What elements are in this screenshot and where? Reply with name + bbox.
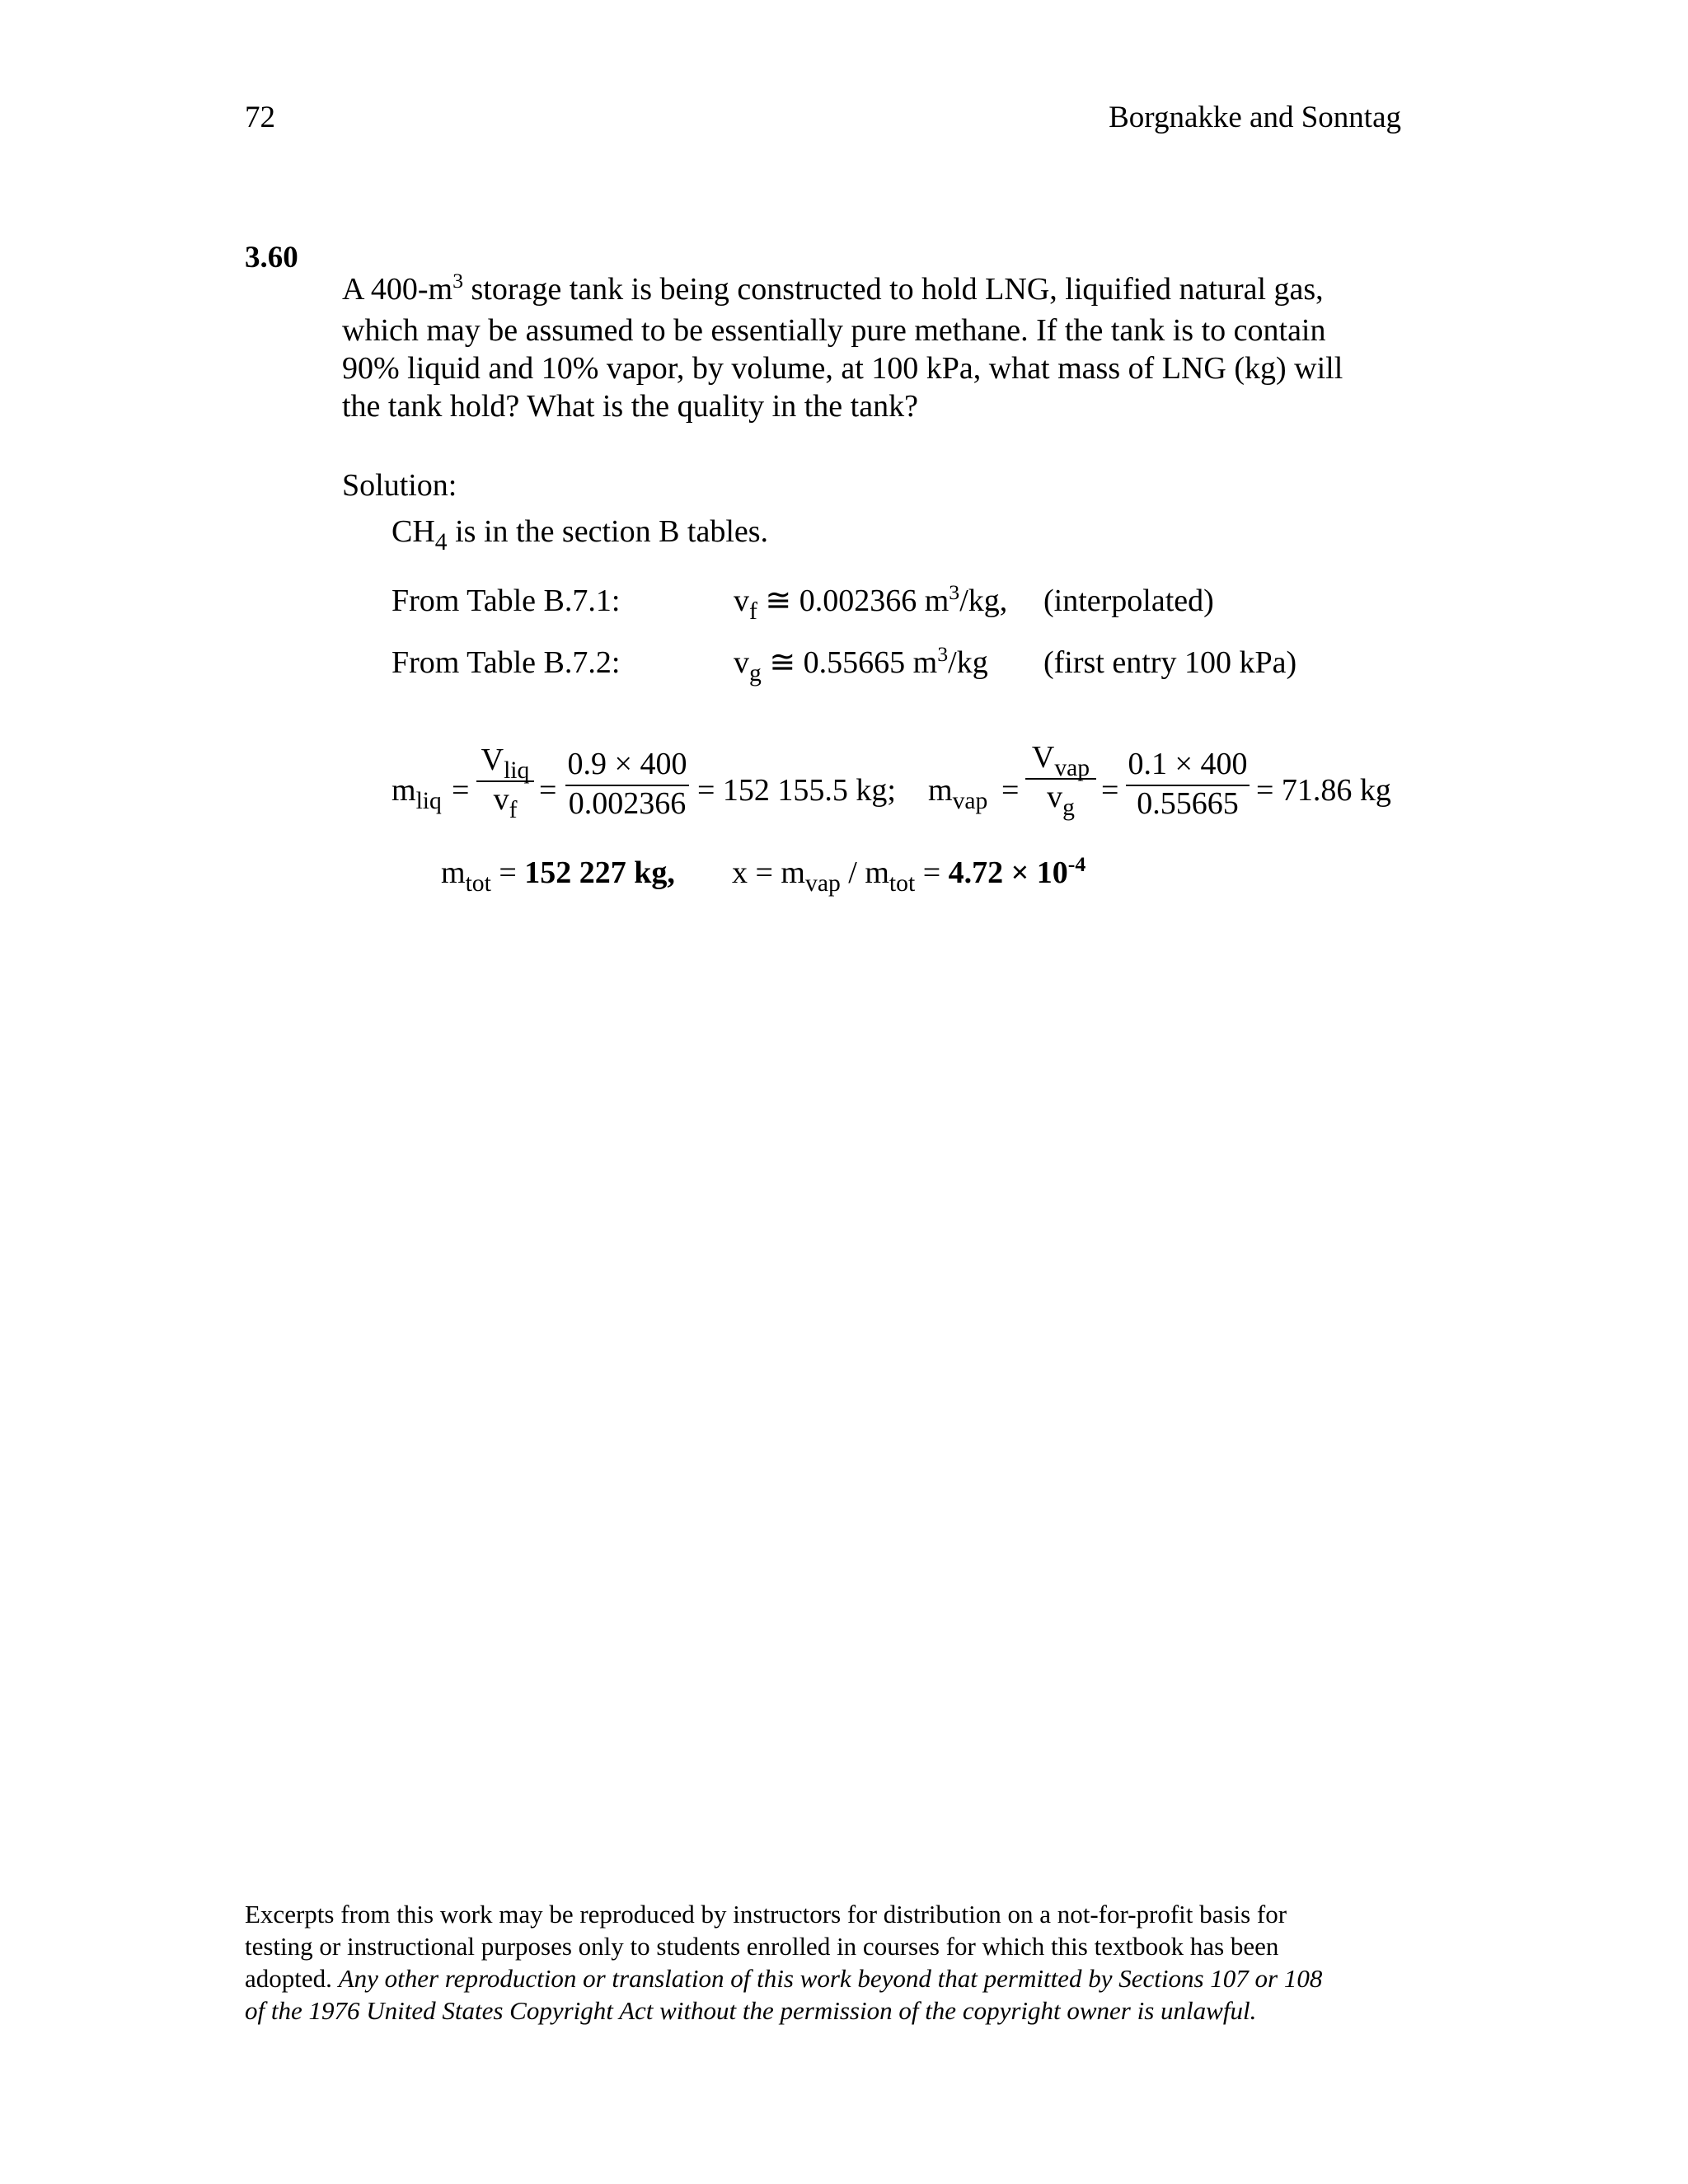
- vf-subscript: f: [749, 598, 757, 626]
- m-tot-equals: =: [490, 855, 525, 890]
- quality-exponent: -4: [1067, 851, 1086, 876]
- m-liq-subscript: liq: [415, 788, 442, 815]
- vap-numeric-numerator: 0.1 × 400: [1128, 747, 1248, 781]
- eq1-equals-2: =: [539, 773, 557, 808]
- footer-line-3-italic: Any other reproduction or translation of this work beyond that permitted by Sections 107 or 108: [338, 1964, 1323, 1993]
- ch4-rest: is in the section B tables.: [447, 514, 769, 549]
- vliq-v: V: [481, 743, 504, 777]
- ch4-subscript: 4: [434, 529, 448, 556]
- eq2-equals-1: =: [1001, 773, 1020, 808]
- liq-numeric-denominator: 0.002366: [565, 785, 689, 819]
- vap-numeric-denominator: 0.55665: [1126, 785, 1250, 819]
- m-liq-result: = 152 155.5 kg;: [697, 773, 896, 808]
- vf-denominator: [476, 780, 534, 824]
- vliq-numerator: [476, 743, 534, 785]
- problem-line-3: 90% liquid and 10% vapor, by volume, at 100 kPa, what mass of LNG (kg) will: [342, 351, 1343, 386]
- vg-superscript: 3: [937, 641, 949, 666]
- vg-unit: /kg: [948, 645, 988, 680]
- running-title: Borgnakke and Sonntag: [1109, 101, 1401, 134]
- eq2-equals-2: =: [1101, 773, 1119, 808]
- liq-numeric-fraction: [565, 748, 689, 819]
- quality-x-text: x = m: [732, 855, 805, 890]
- m-tot-value: 152 227 kg,: [524, 855, 675, 890]
- copyright-footer: [245, 1898, 1456, 2027]
- footer-line-4: of the 1976 United States Copyright Act without the permission of the copyright owner is unlawful.: [245, 1996, 1257, 2025]
- m-vap-m: m: [928, 773, 953, 808]
- footer-line-3: [245, 1962, 1456, 1994]
- table-row-1-value: [734, 579, 1008, 626]
- vvap-v: V: [1031, 740, 1055, 775]
- quality-value: 4.72 × 10: [948, 855, 1068, 890]
- footer-line-3-normal: adopted.: [245, 1964, 339, 1993]
- ch4-line: [392, 514, 769, 556]
- m-vap-subscript: vap: [952, 788, 988, 815]
- quality-tot-subscript: tot: [889, 870, 916, 898]
- problem-statement: [342, 270, 1430, 425]
- vvap-numerator: [1025, 740, 1096, 782]
- vliq-over-vf-fraction: [476, 743, 534, 824]
- table-row-2-label: From Table B.7.2:: [392, 645, 621, 680]
- vg-denominator: [1025, 778, 1096, 822]
- m-liq-symbol: [392, 773, 442, 815]
- problem-line-1b: storage tank is being constructed to hold LNG, liquified natural gas,: [462, 272, 1324, 307]
- vf-den-subscript: f: [509, 797, 518, 824]
- problem-line-4: the tank hold? What is the quality in the tank?: [342, 389, 918, 424]
- problem-line-2: which may be assumed to be essentially pure methane. If the tank is to contain: [342, 313, 1326, 348]
- footer-line-1: Excerpts from this work may be reproduced by instructors for distribution on a not-for-profit basis for: [245, 1900, 1287, 1929]
- m-liq-m: m: [392, 773, 416, 808]
- m-vap-result: = 71.86 kg: [1256, 773, 1391, 808]
- quality-vap-subscript: vap: [805, 870, 841, 898]
- table-row-2-note: (first entry 100 kPa): [1043, 645, 1297, 680]
- m-tot-subscript: tot: [465, 870, 491, 898]
- table-row-2-value: [734, 641, 988, 687]
- quality-slash-m: / m: [840, 855, 889, 890]
- totals-line: [441, 855, 675, 898]
- vvap-over-vg-fraction: [1025, 740, 1096, 822]
- vg-subscript: g: [749, 660, 762, 687]
- solution-heading: Solution:: [342, 468, 457, 503]
- vg-value: ≅ 0.55665 m: [761, 645, 938, 680]
- vg-den-subscript: g: [1062, 794, 1075, 822]
- vvap-subscript: vap: [1054, 755, 1090, 782]
- vap-numeric-fraction: [1126, 748, 1250, 819]
- problem-line-1: [342, 270, 1430, 312]
- vf-unit: /kg,: [959, 583, 1008, 618]
- quality-equals: =: [915, 855, 949, 890]
- footer-line-2: testing or instructional purposes only to students enrolled in courses for which this textbook has been: [245, 1932, 1279, 1961]
- problem-line-1a: A 400-m: [342, 272, 453, 307]
- ch4-text: CH: [392, 514, 435, 549]
- m-vap-symbol: [928, 773, 988, 815]
- eq1-equals-1: =: [452, 773, 470, 808]
- cubic-superscript: 3: [452, 268, 463, 293]
- table-row-1-note: (interpolated): [1043, 583, 1214, 618]
- vf-superscript: 3: [949, 579, 960, 604]
- quality-line: [732, 851, 1086, 898]
- table-row-1-label: From Table B.7.1:: [392, 583, 621, 618]
- problem-number: 3.60: [245, 241, 298, 274]
- vg-symbol: v: [734, 645, 749, 680]
- vg-den-v: v: [1047, 780, 1063, 814]
- vf-symbol: v: [734, 583, 749, 618]
- vf-den-v: v: [493, 782, 509, 817]
- m-tot-m: m: [441, 855, 466, 890]
- vliq-subscript: liq: [504, 757, 530, 785]
- vf-value: ≅ 0.002366 m: [757, 583, 950, 618]
- liq-numeric-numerator: 0.9 × 400: [567, 747, 687, 781]
- page-number: 72: [245, 101, 275, 134]
